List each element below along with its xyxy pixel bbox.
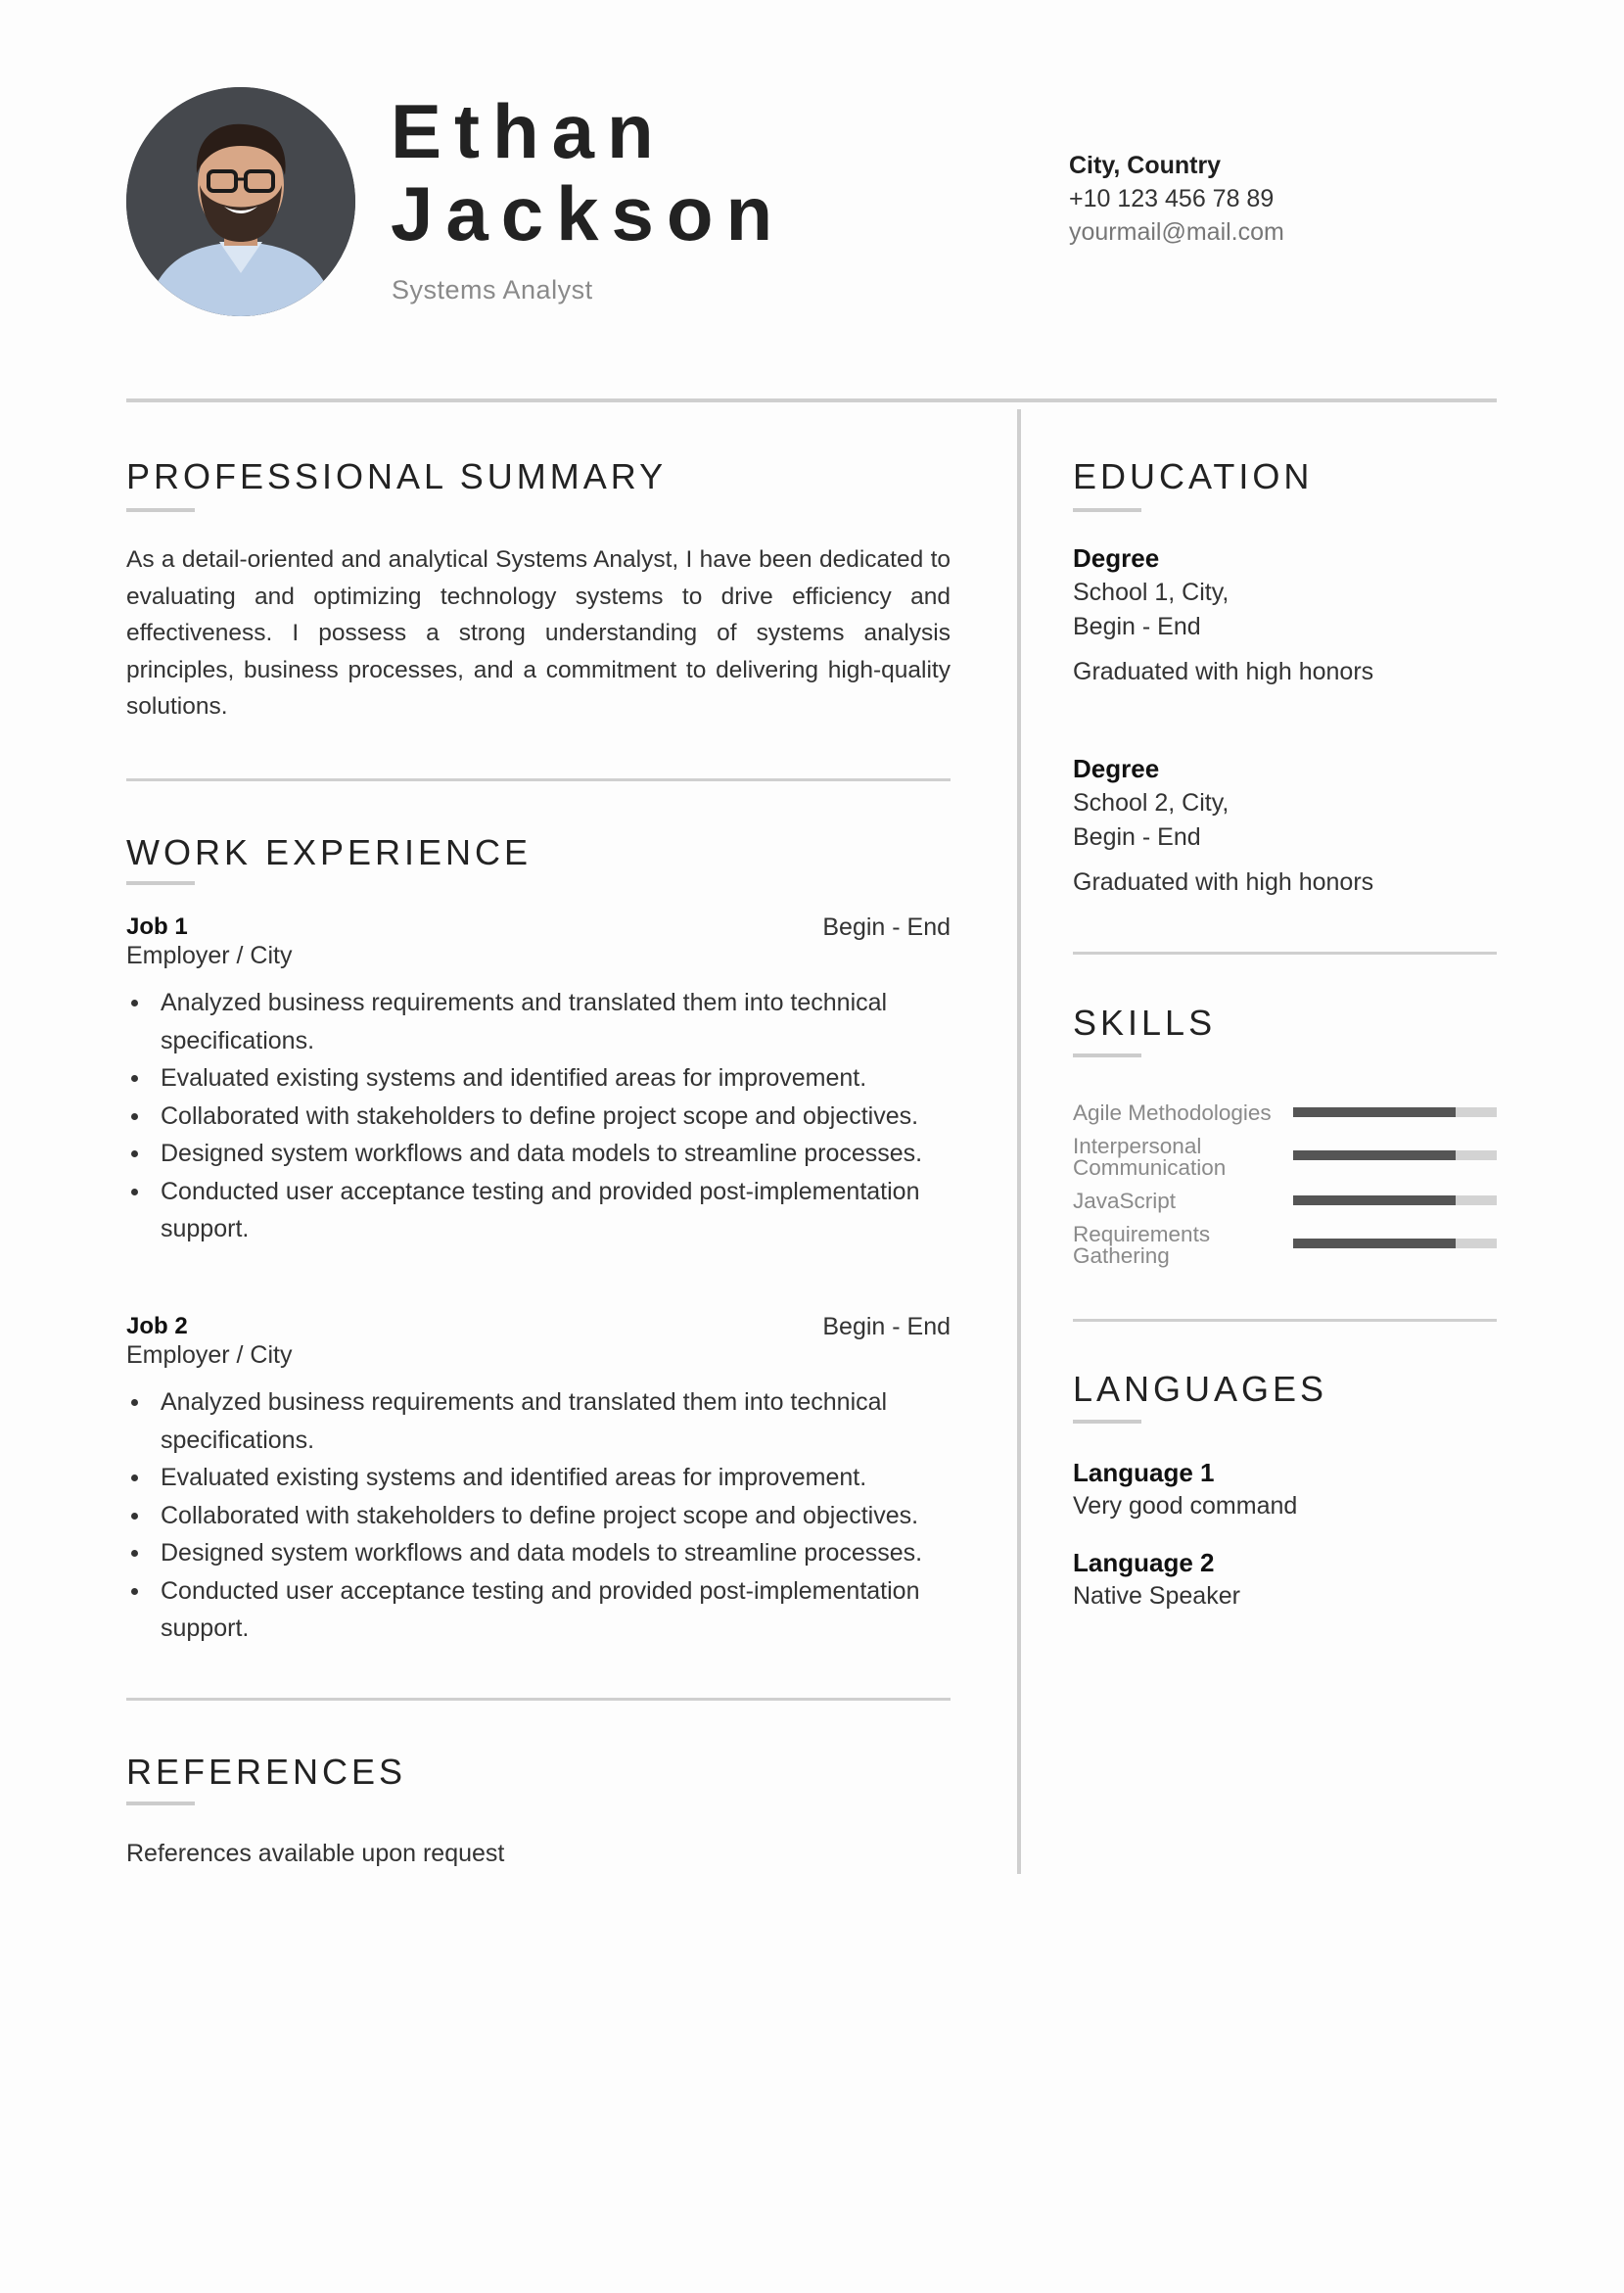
education-2-note: Graduated with high honors — [1073, 868, 1374, 896]
skill-level-bar — [1293, 1239, 1497, 1248]
avatar-illustration — [126, 87, 355, 316]
job-2-header — [126, 1313, 951, 1340]
education-divider — [1073, 952, 1497, 955]
job-2-bullets — [126, 1383, 951, 1648]
list-item: Designed system workflows and data models to streamline processes. — [161, 1135, 951, 1173]
references-heading-underline — [126, 1802, 195, 1805]
list-item: Evaluated existing systems and identified areas for improvement. — [161, 1459, 951, 1497]
skills-divider — [1073, 1319, 1497, 1322]
experience-heading: WORK EXPERIENCE — [126, 832, 533, 872]
skill-name — [1073, 1224, 1210, 1267]
skills-heading-underline — [1073, 1053, 1141, 1057]
candidate-name — [391, 90, 785, 255]
skill-level-fill — [1293, 1107, 1456, 1117]
language-1-level: Very good command — [1073, 1492, 1298, 1520]
education-2-degree: Degree — [1073, 754, 1160, 783]
language-item-2 — [1073, 1546, 1240, 1613]
skill-level-bar — [1293, 1107, 1497, 1117]
experience-divider — [126, 1698, 951, 1701]
first-name: Ethan — [391, 88, 667, 174]
job-1-dates: Begin - End — [822, 913, 951, 941]
skill-level-bar — [1293, 1150, 1497, 1160]
education-heading: EDUCATION — [1073, 456, 1314, 496]
contact-email: yourmail@mail.com — [1069, 218, 1284, 246]
contact-block — [1069, 149, 1284, 249]
skill-name-line: Communication — [1073, 1155, 1227, 1180]
education-1-degree: Degree — [1073, 543, 1160, 573]
language-1-name: Language 1 — [1073, 1458, 1215, 1487]
references-heading: REFERENCES — [126, 1752, 407, 1792]
job-1-title: Job 1 — [126, 913, 188, 940]
job-2-dates: Begin - End — [822, 1313, 951, 1340]
skill-name-line: Requirements — [1073, 1222, 1211, 1246]
skill-level-fill — [1293, 1239, 1456, 1248]
skill-level-fill — [1293, 1195, 1456, 1205]
skill-level-fill — [1293, 1150, 1456, 1160]
skill-name-line: JavaScript — [1073, 1189, 1177, 1213]
languages-heading-underline — [1073, 1420, 1141, 1424]
skill-name — [1073, 1102, 1272, 1124]
skill-level-bar — [1293, 1195, 1497, 1205]
header-divider — [126, 398, 1497, 402]
education-item-1 — [1073, 541, 1373, 689]
education-1-dates: Begin - End — [1073, 613, 1201, 640]
job-1-bullets — [126, 984, 951, 1248]
education-heading-underline — [1073, 508, 1141, 512]
list-item: Analyzed business requirements and translated them into technical specifications. — [161, 1383, 951, 1459]
job-2-employer: Employer / City — [126, 1341, 293, 1369]
language-2-name: Language 2 — [1073, 1548, 1215, 1577]
list-item: Collaborated with stakeholders to define project scope and objectives. — [161, 1098, 951, 1136]
summary-divider — [126, 778, 951, 781]
list-item: Designed system workflows and data models to streamline processes. — [161, 1534, 951, 1572]
list-item: Evaluated existing systems and identified areas for improvement. — [161, 1059, 951, 1098]
contact-city: City, Country — [1069, 152, 1222, 179]
experience-heading-underline — [126, 881, 195, 885]
job-2-title: Job 2 — [126, 1313, 188, 1339]
skill-name — [1073, 1136, 1226, 1179]
job-title: Systems Analyst — [392, 275, 593, 304]
summary-heading-underline — [126, 508, 195, 512]
language-2-level: Native Speaker — [1073, 1582, 1240, 1610]
summary-text: As a detail-oriented and analytical Systems Analyst, I have been dedicated to evaluating and optimizing technology systems to drive efficiency and effectiveness. I possess a strong understanding of systems analysis principles, business processes, and a commitment to delivering high-quality solutions. — [126, 546, 951, 720]
list-item: Analyzed business requirements and translated them into technical specifications. — [161, 984, 951, 1059]
column-divider — [1017, 409, 1021, 1874]
job-1-employer: Employer / City — [126, 942, 293, 969]
list-item: Conducted user acceptance testing and provided post-implementation support. — [161, 1572, 951, 1648]
profile-photo — [126, 87, 355, 316]
education-item-2 — [1073, 752, 1373, 900]
list-item: Collaborated with stakeholders to define project scope and objectives. — [161, 1497, 951, 1535]
list-item: Conducted user acceptance testing and provided post-implementation support. — [161, 1173, 951, 1248]
education-2-dates: Begin - End — [1073, 823, 1201, 851]
skill-name-line: Interpersonal — [1073, 1134, 1202, 1158]
summary-heading: PROFESSIONAL SUMMARY — [126, 456, 668, 496]
job-1-header — [126, 913, 951, 941]
last-name: Jackson — [391, 170, 786, 257]
languages-heading: LANGUAGES — [1073, 1369, 1328, 1409]
education-2-school: School 2, City, — [1073, 789, 1230, 817]
skill-name — [1073, 1191, 1176, 1212]
skills-heading: SKILLS — [1073, 1003, 1217, 1043]
contact-phone: +10 123 456 78 89 — [1069, 185, 1275, 212]
language-item-1 — [1073, 1456, 1297, 1522]
references-text: References available upon request — [126, 1840, 505, 1867]
skill-name-line: Agile Methodologies — [1073, 1100, 1272, 1125]
skill-name-line: Gathering — [1073, 1243, 1170, 1268]
education-1-school: School 1, City, — [1073, 579, 1230, 606]
education-1-note: Graduated with high honors — [1073, 658, 1374, 685]
